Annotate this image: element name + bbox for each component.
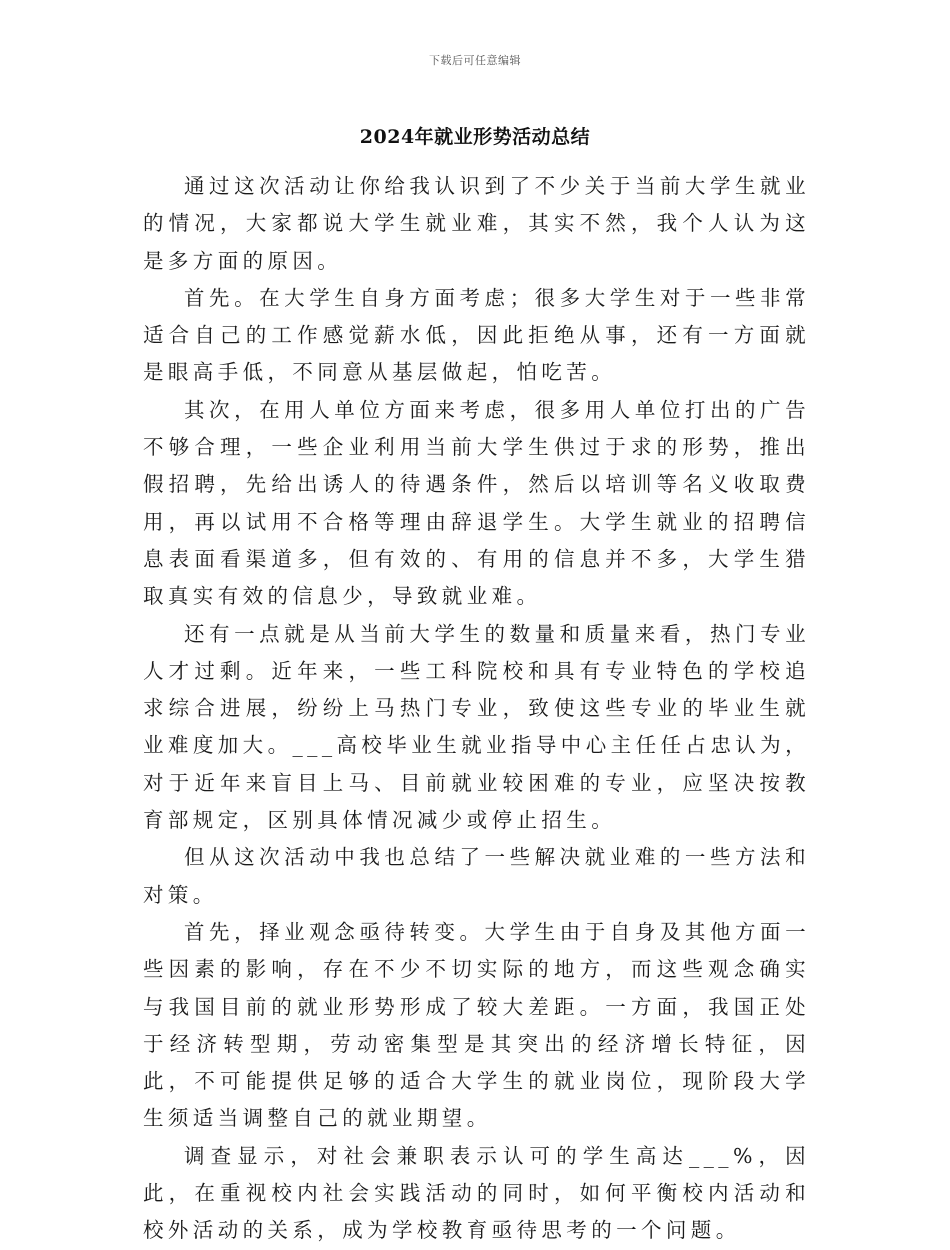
paragraph: 通过这次活动让你给我认识到了不少关于当前大学生就业的情况，大家都说大学生就业难，其实不然，我个人认为这是多方面的原因。	[143, 174, 810, 273]
paragraph: 调查显示，对社会兼职表示认可的学生高达___%，因此，在重视校内社会实践活动的同时，如何平衡校内活动和校外活动的关系，成为学校教育亟待思考的一个问题。	[143, 1143, 810, 1243]
paragraph: 首先，择业观念亟待转变。大学生由于自身及其他方面一些因素的影响，存在不少不切实际的地方，而这些观念确实与我国目前的就业形势形成了较大差距。一方面，我国正处于经济转型期，劳动密集型是其突出的经济增长特征，因此，不可能提供足够的适合大学生的就业岗位，现阶段大学生须适当调整自己的就业期望。	[143, 919, 810, 1131]
paragraph: 但从这次活动中我也总结了一些解决就业难的一些方法和对策。	[143, 845, 810, 907]
page-header-note: 下载后可任意编辑	[429, 54, 521, 67]
document-title: 2024年就业形势活动总结	[359, 126, 591, 148]
paragraph: 还有一点就是从当前大学生的数量和质量来看，热门专业人才过剩。近年来，一些工科院校和具有专业特色的学校追求综合进展，纷纷上马热门专业，致使这些专业的毕业生就业难度加大。___高校毕业生就业指导中心主任任占忠认为，对于近年来盲目上马、目前就业较困难的专业，应坚决按教育部规定，区别具体情况减少或停止招生。	[143, 621, 810, 833]
paragraph: 其次，在用人单位方面来考虑，很多用人单位打出的广告不够合理，一些企业利用当前大学生供过于求的形势，推出假招聘，先给出诱人的待遇条件，然后以培训等名义收取费用，再以试用不合格等理由辞退学生。大学生就业的招聘信息表面看渠道多，但有效的、有用的信息并不多，大学生猎取真实有效的信息少，导致就业难。	[143, 397, 810, 609]
paragraph: 首先。在大学生自身方面考虑；很多大学生对于一些非常适合自己的工作感觉薪水低，因此拒绝从事，还有一方面就是眼高手低，不同意从基层做起，怕吃苦。	[143, 285, 810, 385]
document-body	[143, 168, 810, 1250]
